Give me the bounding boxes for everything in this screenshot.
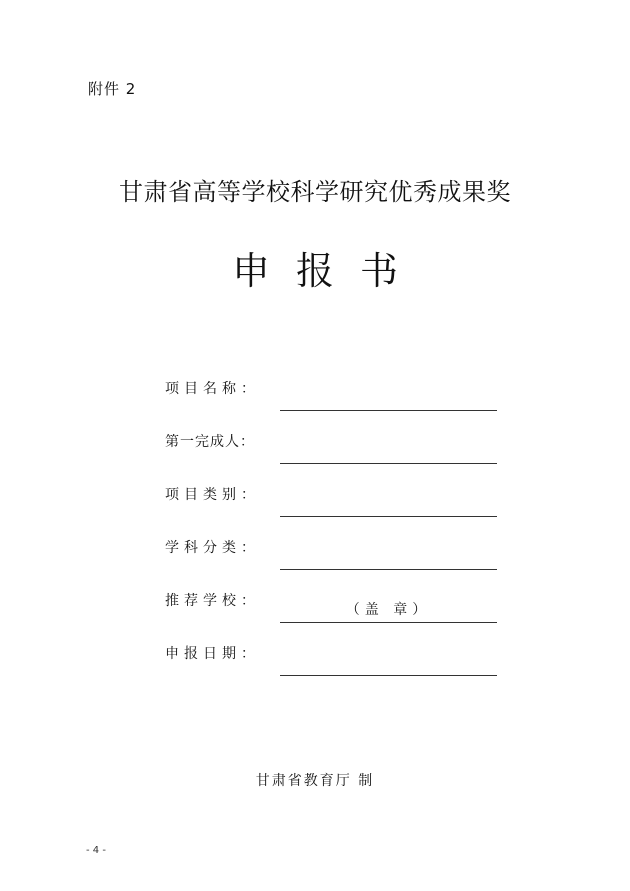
document-subtitle: 申报书	[231, 249, 424, 293]
field-discipline	[165, 537, 497, 590]
underline	[280, 463, 497, 464]
seal-note: （盖 章）	[345, 602, 432, 618]
issuer: 甘肃省教育厅 制	[255, 773, 375, 789]
attachment-label: 附件 2	[88, 80, 137, 98]
underline	[280, 569, 497, 570]
field-label: 推荐学校：	[165, 593, 260, 609]
field-recommending-school	[165, 590, 497, 643]
field-label: 申报日期：	[165, 646, 260, 662]
page-number: - 4 -	[86, 845, 106, 856]
underline	[280, 675, 497, 676]
underline	[280, 516, 497, 517]
field-first-completer	[165, 431, 497, 484]
field-project-category	[165, 484, 497, 537]
underline	[280, 622, 497, 623]
field-label: 学科分类：	[165, 540, 260, 556]
underline	[280, 410, 497, 411]
field-label: 项目类别：	[165, 487, 260, 503]
field-label: 项目名称：	[165, 381, 260, 397]
field-project-name	[165, 378, 497, 431]
field-application-date	[165, 643, 497, 696]
document-title: 甘肃省高等学校科学研究优秀成果奖	[119, 178, 511, 206]
field-label: 第一完成人：	[165, 434, 255, 450]
